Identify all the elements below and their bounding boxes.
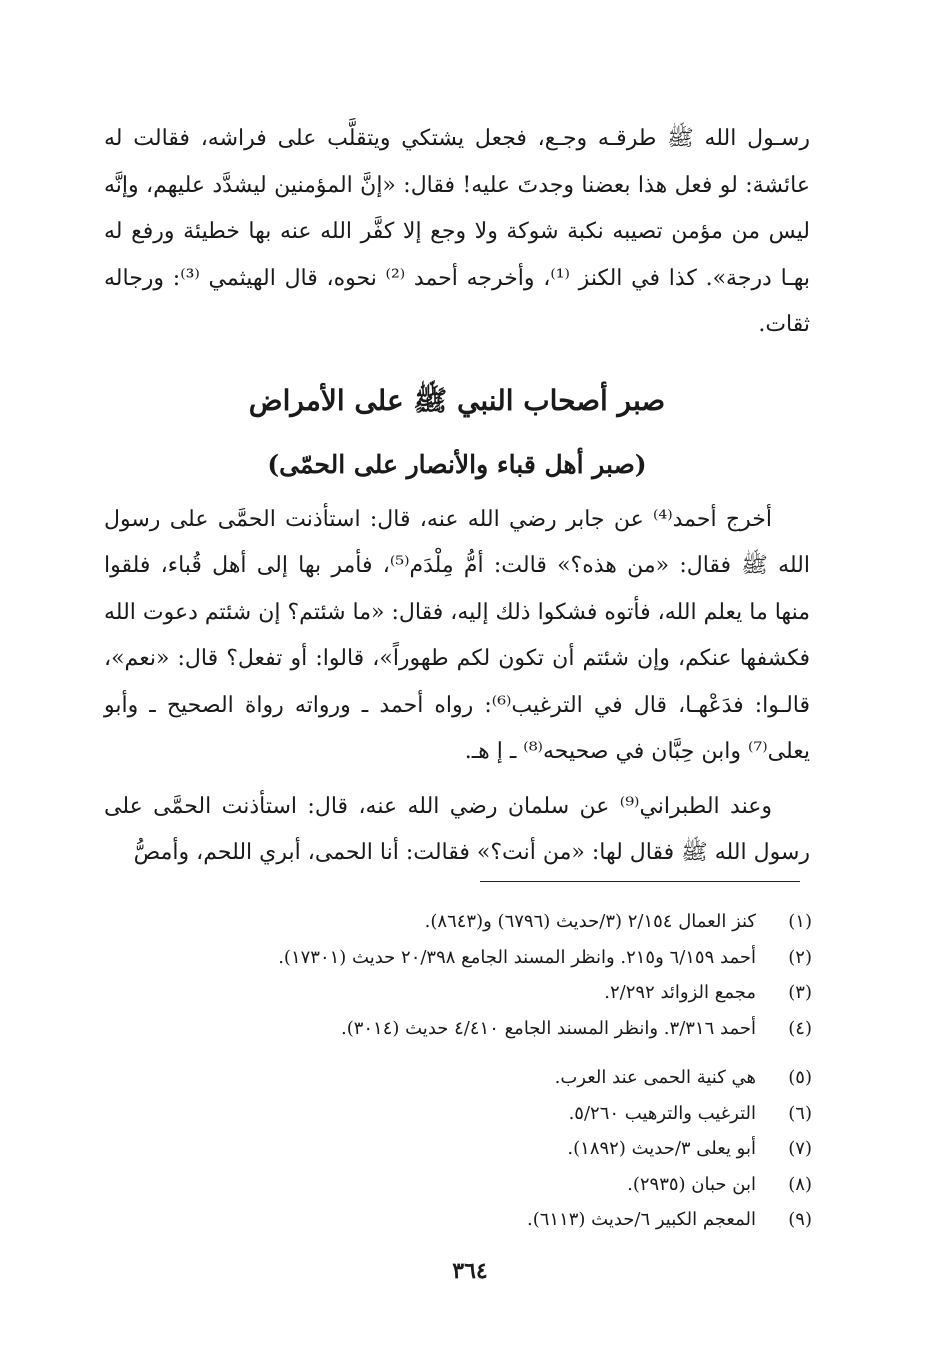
section-title: (صبر أهل قباء والأنصار على الحمّى) <box>267 449 647 479</box>
footnote-item <box>104 1131 812 1167</box>
footnote-text: ابن حبان (٢٩٣٥). <box>627 1173 756 1195</box>
footnote-text: الترغيب والترهيب ٥/٢٦٠. <box>568 1102 756 1124</box>
footnote-text: مجمع الزوائد ٢/٢٩٢. <box>604 982 756 1003</box>
footnote-item <box>104 1096 812 1132</box>
footnote-number: (٢) <box>788 946 812 968</box>
footnote-text: أبو يعلى ٣/حديث (١٨٩٢). <box>567 1138 756 1159</box>
footnote-item <box>104 1060 812 1096</box>
footnote-number: (٩) <box>788 1209 812 1230</box>
footnote-item <box>104 975 812 1011</box>
footnote-text: هي كنية الحمى عند العرب. <box>554 1067 756 1088</box>
footnote-number: (٧) <box>788 1138 812 1159</box>
page-number: ٣٦٤ <box>452 1258 488 1284</box>
footnote-number: (٥) <box>788 1067 812 1088</box>
footnote-text: أحمد ٣/٣١٦. وانظر المسند الجامع ٤/٤١٠ حديث (٣٠١٤). <box>340 1017 756 1039</box>
footnote-item <box>104 1202 812 1238</box>
footnote-text: أحمد ٦/١٥٩ و٢١٥. وانظر المسند الجامع ٢٠/٣٩٨ حديث (١٧٣٠١). <box>278 946 756 968</box>
footnote-number: (٣) <box>788 982 812 1003</box>
footnote-number: (٨) <box>788 1173 812 1195</box>
footnote-text: المعجم الكبير ٦/حديث (٦١١٣). <box>526 1209 756 1230</box>
paragraph-1: رسـول الله ﷺ طرقـه وجـع، فجعل يشتكي ويتقلَّب على فراشه، فقالت له عائشة: لو فعل هذا بعضنا وجدتَ عليه! فقال: «إنَّ المؤمنين ليشدَّد عليهم، وإنَّه ليس من مؤمن تصيبه نكبة شوكة ولا وجع إلا كفَّر الله عنه بها خطيئة ورفع له بهـا درجة». كذا في الكنز ⁽¹⁾، وأخرجه أحمد ⁽²⁾ نحوه، قال الهيثمي ⁽³⁾: ورجاله ثقات. <box>104 126 810 337</box>
paragraph-2: أخرج أحمد⁽⁴⁾ عن جابر رضي الله عنه، قال: استأذنت الحمَّى على رسول الله ﷺ فقال: «من هذه؟» قالت: أمُّ مِلْدَم⁽⁵⁾، فأمر بها إلى أهل قُباء، فلقوا منها ما يعلم الله، فأتوه فشكوا ذلك إليه، فقال: «ما شئتم؟ إن شئتم دعوت الله فكشفها عنكم، وإن شئتم أن تكون لكم طهوراً»، قالوا: أو تفعل؟ قال: «نعم»، قالـوا: فدَعْهـا، قال في الترغيب⁽⁶⁾: رواه أحمد ـ ورواته رواة الصحيح ـ وأبو يعلى⁽⁷⁾ وابن حِبَّان في صحيحه⁽⁸⁾ ـ إ هـ. <box>104 506 811 764</box>
footnote-item <box>104 1011 812 1047</box>
main-text <box>104 116 810 877</box>
footnote-text: كنز العمال ٢/١٥٤ (٣/حديث (٦٧٩٦) و(٨٦٤٣). <box>424 911 756 932</box>
footnotes <box>104 904 812 1238</box>
footnote-item <box>104 904 812 940</box>
footnote-number: (١) <box>788 911 812 932</box>
footnote-item <box>104 1167 812 1203</box>
footnote-item <box>104 940 812 976</box>
footnote-separator <box>480 881 800 882</box>
paragraph-3: وعند الطبراني⁽⁹⁾ عن سلمان رضي الله عنه، قال: استأذنت الحمَّى على رسول الله ﷺ فقال لها: «من أنت؟» فقالت: أنا الحمى، أبري اللحم، وأمصُّ <box>104 793 810 865</box>
chapter-title: صبر أصحاب النبي ﷺ على الأمراض <box>248 383 666 417</box>
footnote-number: (٤) <box>788 1017 812 1039</box>
footnote-number: (٦) <box>788 1102 812 1124</box>
